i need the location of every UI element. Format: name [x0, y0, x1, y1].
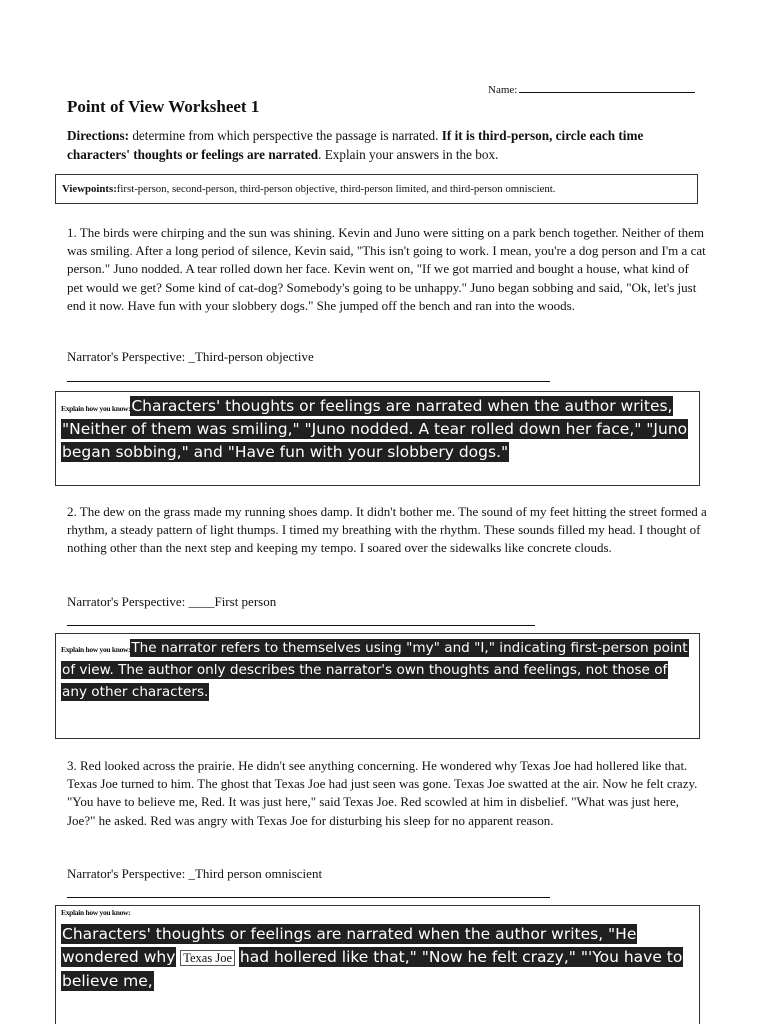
directions [67, 126, 707, 164]
perspective-underline-1 [67, 381, 550, 382]
answer-text-2[interactable]: The narrator refers to themselves using "my" and "I," indicating first-person point of view. The author only describes the narrator's own thoughts and feelings, not those of any other characters. [62, 640, 688, 700]
perspective-2 [67, 594, 276, 610]
worksheet-title: Point of View Worksheet 1 [67, 97, 260, 116]
perspective-value-2[interactable]: ____First person [188, 594, 277, 609]
name-label: Name: [488, 84, 518, 96]
explain-label-1: Explain how you know: [61, 404, 131, 413]
explain-label-3: Explain how you know: [61, 908, 131, 917]
perspective-1 [67, 349, 314, 365]
perspective-value-3[interactable]: _Third person omniscient [188, 866, 323, 881]
directions-text-1: determine from which perspective the passage is narrated. [129, 128, 442, 143]
viewpoints-text: first-person, second-person, third-person objective, third-person limited, and third-person omniscient. [116, 183, 556, 195]
viewpoints-box [55, 174, 698, 204]
directions-text-2: . Explain your answers in the box. [318, 147, 499, 162]
answer-name-texas-joe[interactable]: Texas Joe [180, 950, 235, 966]
directions-label: Directions: [67, 128, 130, 143]
passage-3: 3. Red looked across the prairie. He didn't see anything concerning. He wondered why Texas Joe had hollered like that. Texas Joe turned to him. The ghost that Texas Joe had just seen was gone. Texas Joe swatted at the air. Now he felt crazy. "You have to believe me, Red. It was just here," said Texas Joe. Red scowled at him in disbelief. "What was just here, Joe?" he asked. Red was angry with Texas Joe for disturbing his sleep for no apparent reason. [67, 758, 698, 828]
answer-text-3-part-2[interactable]: had hollered like that," "Now he felt crazy," "'You have to believe me, [62, 948, 683, 990]
passage-1: 1. The birds were chirping and the sun was shining. Kevin and Juno were sitting on a park bench together. Neither of them was smiling. After a long period of silence, Kevin said, "This isn't going to work. I mean, you're a dog person and I'm a cat person." Juno nodded. A tear rolled down her face. Kevin went on, "If we got married and bought a house, what kind of pet would we get? Some kind of cat-dog? Somebody's going to be unhappy." Juno began sobbing and said, "Ok, let's just end it now. Have fun with your slobbery dogs." She jumped off the bench and ran into the woods. [67, 225, 706, 313]
answer-text-3-part-1[interactable]: Characters' thoughts or feelings are narrated when the author writes, "He wondered why [62, 925, 637, 966]
passage-2: 2. The dew on the grass made my running shoes damp. It didn't bother me. The sound of my feet hitting the street formed a rhythm, a steady pattern of light thumps. I timed my breathing with the rhythm. These sounds filled my head. I thought of nothing other than the next step and keeping my tempo. I soared over the sidewalks like concrete clouds. [67, 504, 707, 556]
explain-label-2: Explain how you know: [61, 645, 131, 654]
perspective-underline-2 [67, 625, 535, 626]
explain-box-2[interactable] [55, 633, 700, 739]
viewpoints-label: Viewpoints: [62, 183, 117, 195]
name-blank-line[interactable] [519, 82, 695, 93]
perspective-underline-3 [67, 897, 550, 898]
explain-box-3[interactable] [55, 905, 700, 1024]
name-field[interactable] [488, 82, 695, 96]
perspective-label-2: Narrator's Perspective: [67, 594, 189, 609]
perspective-label-1: Narrator's Perspective: [67, 349, 189, 364]
perspective-value-1[interactable]: _Third-person objective [188, 349, 314, 364]
explain-box-1[interactable] [55, 391, 700, 486]
perspective-3 [67, 866, 322, 882]
directions-bold-text: If it is third-person, circle each time characters' thoughts or feelings are narrated [67, 128, 644, 162]
answer-3 [61, 923, 694, 993]
perspective-label-3: Narrator's Perspective: [67, 866, 189, 881]
answer-text-1[interactable]: Characters' thoughts or feelings are narrated when the author writes, "Neither of them was smiling," "Juno nodded. A tear rolled down her face," "Juno began sobbing," and "Have fun with your slobbery dogs." [62, 397, 688, 461]
